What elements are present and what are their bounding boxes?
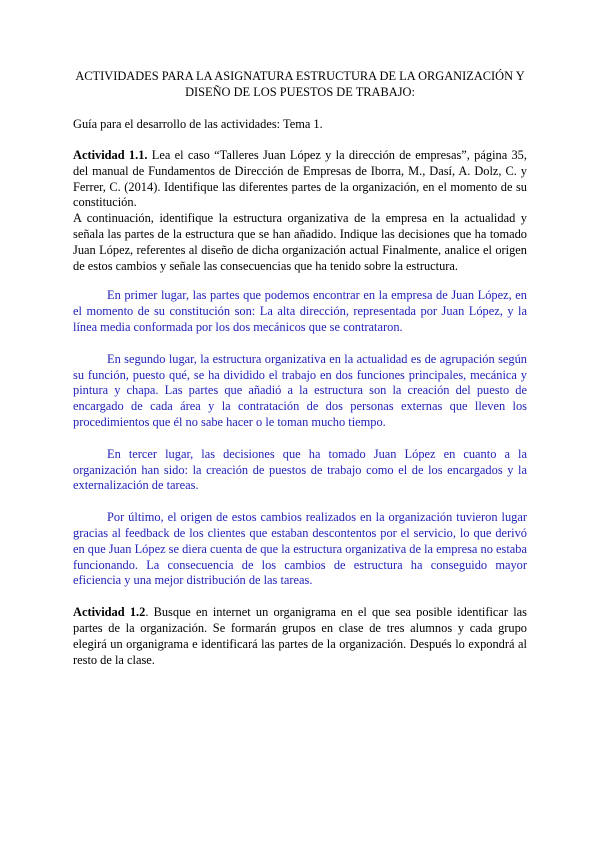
- answer-paragraph-1: En primer lugar, las partes que podemos encontrar en la empresa de Juan López, en el momento de su constitución son: La alta dirección, representada por Juan López, y la línea media conformada por los dos mecánicos que se contrataron.: [73, 288, 527, 334]
- activity-1-1-text: Lea el caso “Talleres Juan López y la dirección de empresas”, página 35, del manual de Fundamentos de Dirección de Empresas de Iborra, M., Dasí, A. Dolz, C. y Ferrer, C. (2014). Identifique las diferentes partes de la organización, en el momento de su constitución.: [73, 148, 527, 210]
- activity-1-2-text: . Busque en internet un organigrama en el que sea posible identificar las partes de la organización. Se formarán grupos en clase de tres alumnos y cada grupo elegirá un organigrama e identificará las partes de la organización. Después lo expondrá al resto de la clase.: [73, 605, 527, 667]
- document-title: ACTIVIDADES PARA LA ASIGNATURA ESTRUCTURA DE LA ORGANIZACIÓN Y DISEÑO DE LOS PUESTOS DE TRABAJO:: [75, 69, 525, 99]
- activity-1-1-continuation: A continuación, identifique la estructura organizativa de la empresa en la actualidad y señala las partes de la estructura que se han añadido. Indique las decisiones que ha tomado Juan López, referentes al diseño de dicha organización actual Finalmente, analice el origen de estos cambios y señale las consecuencias que ha tenido sobre la estructura.: [73, 211, 527, 273]
- activity-1-1-label: Actividad 1.1.: [73, 148, 148, 162]
- activity-1-2-label: Actividad 1.2: [73, 605, 146, 620]
- guide-line: Guía para el desarrollo de las actividades: Tema 1.: [73, 117, 323, 131]
- activity-1-1-statement: [73, 148, 527, 211]
- document-page: [73, 68, 527, 668]
- answer-paragraph-3: En tercer lugar, las decisiones que ha tomado Juan López en cuanto a la organización han sido: la creación de puestos de trabajo como el de los encargados y la externalización de tareas.: [73, 446, 527, 493]
- answer-paragraph-4: Por último, el origen de estos cambios realizados en la organización tuvieron lugar gracias al feedback de los clientes que estaban descontentos por el servicio, lo que derivó en que Juan López se diera cuenta de que la estructura organizativa de la empresa no estaba funcionando. La consecuencia de los cambios de estructura ha conseguido mayor eficiencia y una mejor distribución de las tareas.: [73, 510, 527, 588]
- activity-1-2-statement: [73, 605, 527, 668]
- answer-paragraph-2: En segundo lugar, la estructura organizativa en la actualidad es de agrupación según su función, puesto qué, se ha dividido el trabajo en dos funciones principales, mecánica y pintura y chapa. Las partes que añadió a la estructura son la creación del puesto de encargado de cada área y la contratación de dos personas externas que lleven los procedimientos que él no sabe hacer o le toman mucho tiempo.: [73, 351, 527, 429]
